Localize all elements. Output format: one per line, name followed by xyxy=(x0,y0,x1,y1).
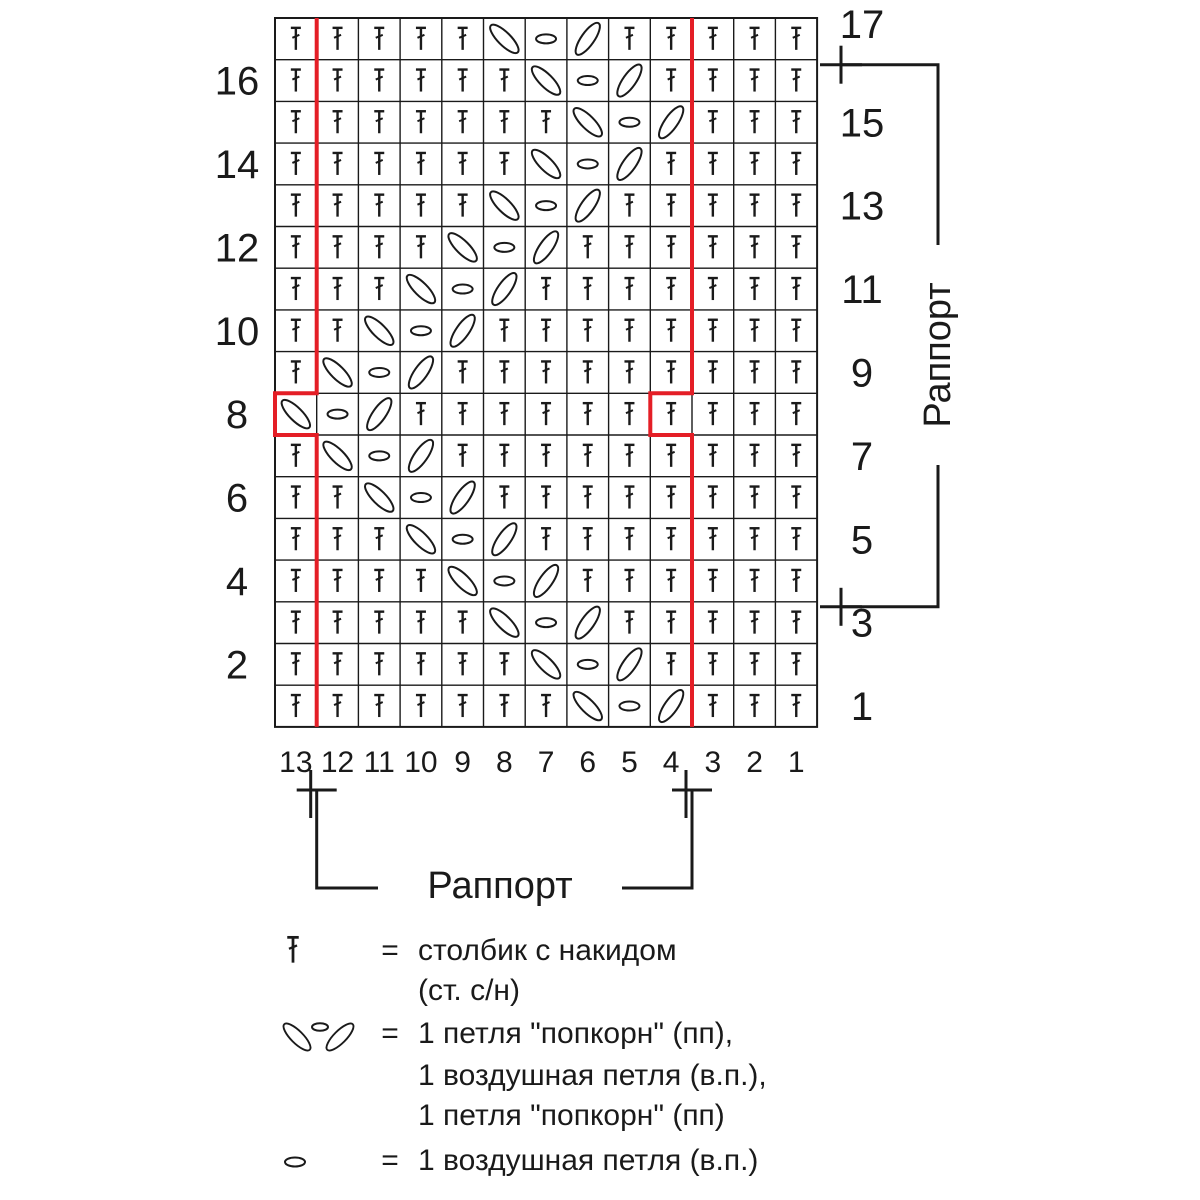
treble-crochet-symbol xyxy=(750,612,760,634)
treble-crochet-symbol xyxy=(374,195,384,217)
treble-crochet-symbol xyxy=(624,612,634,634)
treble-crochet-symbol xyxy=(499,70,509,92)
treble-crochet-symbol xyxy=(374,28,384,50)
treble-crochet-symbol xyxy=(333,570,343,592)
treble-crochet-symbol xyxy=(624,528,634,550)
treble-crochet-symbol xyxy=(374,278,384,300)
chart-row-9 xyxy=(291,353,801,392)
treble-crochet-symbol xyxy=(499,445,509,467)
treble-crochet-symbol xyxy=(416,28,426,50)
stitch-symbols xyxy=(278,20,801,726)
row-label-right: 15 xyxy=(839,101,885,146)
treble-crochet-symbol xyxy=(541,403,551,425)
chart-row-12 xyxy=(291,228,801,267)
treble-crochet-symbol xyxy=(708,236,718,258)
treble-crochet-symbol xyxy=(333,487,343,509)
treble-crochet-symbol xyxy=(416,695,426,717)
row-label-right: 1 xyxy=(850,685,874,730)
popcorn-left-symbol xyxy=(361,480,397,516)
treble-crochet-symbol xyxy=(287,937,299,962)
treble-crochet-symbol xyxy=(708,653,718,675)
popcorn-right-symbol xyxy=(655,687,687,726)
treble-crochet-symbol xyxy=(291,445,301,467)
treble-crochet-symbol xyxy=(791,487,801,509)
treble-crochet-symbol xyxy=(458,612,468,634)
treble-crochet-symbol xyxy=(416,195,426,217)
treble-crochet-symbol xyxy=(666,361,676,383)
chart-row-10 xyxy=(291,311,801,350)
treble-crochet-symbol xyxy=(291,195,301,217)
treble-crochet-symbol xyxy=(666,487,676,509)
popcorn-right-symbol xyxy=(488,520,520,559)
popcorn-right-symbol xyxy=(613,645,645,684)
treble-crochet-symbol xyxy=(541,487,551,509)
treble-crochet-symbol xyxy=(791,320,801,342)
treble-crochet-symbol xyxy=(750,487,760,509)
popcorn-left-symbol xyxy=(278,396,314,432)
popcorn-right-symbol xyxy=(530,228,562,267)
treble-crochet-symbol xyxy=(416,612,426,634)
col-label: 11 xyxy=(363,746,395,779)
treble-crochet-symbol xyxy=(624,195,634,217)
col-label: 6 xyxy=(579,746,597,779)
popcorn-right-symbol xyxy=(572,603,604,642)
treble-crochet-symbol xyxy=(499,320,509,342)
popcorn-right-symbol xyxy=(613,145,645,184)
popcorn-left-symbol xyxy=(570,688,606,724)
popcorn-right-symbol xyxy=(613,61,645,100)
treble-crochet-symbol xyxy=(791,70,801,92)
col-label: 9 xyxy=(454,746,471,779)
chain-stitch-symbol xyxy=(285,1158,305,1167)
popcorn-left-symbol xyxy=(280,1020,314,1054)
treble-crochet-symbol xyxy=(291,70,301,92)
chart-row-11 xyxy=(291,270,801,309)
popcorn-left-symbol xyxy=(570,104,606,140)
treble-crochet-symbol xyxy=(624,320,634,342)
col-label: 5 xyxy=(621,746,638,779)
treble-crochet-symbol xyxy=(374,612,384,634)
chart-row-2 xyxy=(291,645,801,684)
col-label: 3 xyxy=(704,746,722,779)
popcorn-left-symbol xyxy=(320,354,356,390)
treble-crochet-symbol xyxy=(499,653,509,675)
legend-description: 1 петля "попкорн" (пп) xyxy=(418,1099,725,1132)
treble-crochet-symbol xyxy=(374,70,384,92)
rapport-label-horizontal: Раппорт xyxy=(427,865,573,907)
treble-crochet-symbol xyxy=(791,111,801,133)
chain-stitch-symbol xyxy=(494,243,514,252)
chart-row-6 xyxy=(291,478,801,517)
legend-description: 1 воздушная петля (в.п.), xyxy=(418,1059,767,1092)
chart-row-13 xyxy=(291,186,801,225)
popcorn-left-symbol xyxy=(361,313,397,349)
row-label-left: 2 xyxy=(225,643,249,688)
treble-crochet-symbol xyxy=(791,695,801,717)
col-label: 13 xyxy=(279,746,313,779)
chain-stitch-symbol xyxy=(494,576,514,585)
popcorn-right-symbol xyxy=(488,270,520,309)
treble-crochet-symbol xyxy=(541,111,551,133)
treble-crochet-symbol xyxy=(624,236,634,258)
treble-crochet-symbol xyxy=(708,528,718,550)
chain-stitch-symbol xyxy=(411,493,431,502)
treble-crochet-symbol xyxy=(416,570,426,592)
treble-crochet-symbol xyxy=(624,445,634,467)
treble-crochet-symbol xyxy=(333,320,343,342)
popcorn-right-symbol xyxy=(446,478,478,517)
treble-crochet-symbol xyxy=(416,70,426,92)
treble-crochet-symbol xyxy=(791,653,801,675)
popcorn-left-symbol xyxy=(320,438,356,474)
treble-crochet-symbol xyxy=(708,612,718,634)
treble-crochet-symbol xyxy=(541,361,551,383)
legend-equals: = xyxy=(381,1144,399,1177)
col-label: 4 xyxy=(662,746,680,779)
treble-crochet-symbol xyxy=(666,403,676,425)
treble-crochet-symbol xyxy=(583,361,593,383)
col-label: 2 xyxy=(746,746,763,779)
treble-crochet-symbol xyxy=(750,28,760,50)
treble-crochet-symbol xyxy=(458,28,468,50)
treble-crochet-symbol xyxy=(624,487,634,509)
treble-crochet-symbol xyxy=(791,528,801,550)
treble-crochet-symbol xyxy=(541,320,551,342)
popcorn-left-symbol xyxy=(528,63,564,99)
treble-crochet-symbol xyxy=(333,528,343,550)
legend-description: 1 воздушная петля (в.п.) xyxy=(418,1144,759,1177)
treble-crochet-symbol xyxy=(458,445,468,467)
legend-description: 1 петля "попкорн" (пп), xyxy=(418,1017,734,1050)
rapport-bracket-line xyxy=(622,790,692,888)
chain-stitch-symbol xyxy=(578,660,598,669)
treble-crochet-symbol xyxy=(291,28,301,50)
row-label-left: 6 xyxy=(225,476,249,521)
chain-stitch-symbol xyxy=(453,535,473,544)
treble-crochet-symbol xyxy=(374,695,384,717)
treble-crochet-symbol xyxy=(583,487,593,509)
popcorn-left-symbol xyxy=(445,563,481,599)
chart-row-15 xyxy=(291,103,801,142)
treble-crochet-symbol xyxy=(583,236,593,258)
col-label: 1 xyxy=(787,746,805,779)
treble-crochet-symbol xyxy=(791,570,801,592)
popcorn-left-symbol xyxy=(528,646,564,682)
treble-crochet-symbol xyxy=(750,653,760,675)
legend-equals: = xyxy=(381,934,399,967)
treble-crochet-symbol xyxy=(750,445,760,467)
legend-equals: = xyxy=(381,1017,399,1050)
treble-crochet-symbol xyxy=(708,28,718,50)
legend-item xyxy=(285,1144,758,1177)
treble-crochet-symbol xyxy=(791,612,801,634)
chart-row-16 xyxy=(291,61,801,100)
treble-crochet-symbol xyxy=(291,236,301,258)
treble-crochet-symbol xyxy=(666,153,676,175)
popcorn-left-symbol xyxy=(403,521,439,557)
treble-crochet-symbol xyxy=(291,320,301,342)
treble-crochet-symbol xyxy=(750,528,760,550)
treble-crochet-symbol xyxy=(374,153,384,175)
popcorn-right-symbol xyxy=(572,20,604,59)
row-label-right: 11 xyxy=(841,268,883,313)
treble-crochet-symbol xyxy=(708,445,718,467)
treble-crochet-symbol xyxy=(708,195,718,217)
treble-crochet-symbol xyxy=(458,695,468,717)
popcorn-left-symbol xyxy=(486,21,522,57)
chain-stitch-symbol xyxy=(369,451,389,460)
chain-stitch-symbol xyxy=(328,410,348,419)
row-label-right: 3 xyxy=(850,601,874,646)
row-label-left: 14 xyxy=(214,142,260,187)
treble-crochet-symbol xyxy=(708,70,718,92)
treble-crochet-symbol xyxy=(458,653,468,675)
popcorn-right-symbol xyxy=(655,103,687,142)
legend-description: столбик с накидом xyxy=(418,934,677,967)
treble-crochet-symbol xyxy=(624,570,634,592)
chart-row-7 xyxy=(291,437,801,476)
treble-crochet-symbol xyxy=(791,195,801,217)
row-label-right: 9 xyxy=(850,351,874,396)
treble-crochet-symbol xyxy=(541,278,551,300)
treble-crochet-symbol xyxy=(750,403,760,425)
treble-crochet-symbol xyxy=(458,153,468,175)
treble-crochet-symbol xyxy=(374,111,384,133)
treble-crochet-symbol xyxy=(583,320,593,342)
chain-stitch-symbol xyxy=(312,1023,328,1031)
treble-crochet-symbol xyxy=(416,403,426,425)
chain-stitch-symbol xyxy=(536,201,556,210)
treble-crochet-symbol xyxy=(583,570,593,592)
chain-stitch-symbol xyxy=(578,76,598,85)
treble-crochet-symbol xyxy=(666,653,676,675)
treble-crochet-symbol xyxy=(374,528,384,550)
popcorn-group-symbol xyxy=(280,1020,357,1054)
treble-crochet-symbol xyxy=(666,236,676,258)
treble-crochet-symbol xyxy=(458,403,468,425)
treble-crochet-symbol xyxy=(666,528,676,550)
popcorn-right-symbol xyxy=(446,311,478,350)
treble-crochet-symbol xyxy=(333,653,343,675)
rapport-bracket-line xyxy=(317,790,378,888)
treble-crochet-symbol xyxy=(499,153,509,175)
treble-crochet-symbol xyxy=(333,695,343,717)
treble-crochet-symbol xyxy=(416,111,426,133)
treble-crochet-symbol xyxy=(583,445,593,467)
popcorn-left-symbol xyxy=(528,146,564,182)
treble-crochet-symbol xyxy=(291,528,301,550)
treble-crochet-symbol xyxy=(416,653,426,675)
chain-stitch-symbol xyxy=(619,118,639,127)
treble-crochet-symbol xyxy=(416,153,426,175)
row-label-right: 5 xyxy=(850,518,874,563)
chain-stitch-symbol xyxy=(536,618,556,627)
treble-crochet-symbol xyxy=(750,361,760,383)
treble-crochet-symbol xyxy=(333,236,343,258)
col-label: 8 xyxy=(496,746,513,779)
treble-crochet-symbol xyxy=(708,570,718,592)
chart-row-3 xyxy=(291,603,801,642)
col-label: 7 xyxy=(537,746,555,779)
treble-crochet-symbol xyxy=(291,653,301,675)
treble-crochet-symbol xyxy=(333,28,343,50)
treble-crochet-symbol xyxy=(791,236,801,258)
treble-crochet-symbol xyxy=(458,195,468,217)
treble-crochet-symbol xyxy=(708,320,718,342)
treble-crochet-symbol xyxy=(333,195,343,217)
treble-crochet-symbol xyxy=(291,487,301,509)
treble-crochet-symbol xyxy=(291,695,301,717)
row-label-left: 16 xyxy=(214,59,260,104)
treble-crochet-symbol xyxy=(333,278,343,300)
treble-crochet-symbol xyxy=(374,236,384,258)
treble-crochet-symbol xyxy=(750,153,760,175)
row-label-right: 7 xyxy=(850,434,874,479)
treble-crochet-symbol xyxy=(499,487,509,509)
col-label: 10 xyxy=(404,746,438,779)
treble-crochet-symbol xyxy=(666,278,676,300)
row-label-left: 12 xyxy=(214,226,260,271)
popcorn-left-symbol xyxy=(403,271,439,307)
chart-row-17 xyxy=(291,20,801,59)
treble-crochet-symbol xyxy=(791,28,801,50)
treble-crochet-symbol xyxy=(499,403,509,425)
treble-crochet-symbol xyxy=(291,570,301,592)
popcorn-right-symbol xyxy=(530,562,562,601)
popcorn-left-symbol xyxy=(445,229,481,265)
popcorn-right-symbol xyxy=(405,353,437,392)
treble-crochet-symbol xyxy=(583,528,593,550)
treble-crochet-symbol xyxy=(708,695,718,717)
col-label: 12 xyxy=(320,746,355,779)
chart-row-14 xyxy=(291,145,801,184)
treble-crochet-symbol xyxy=(541,445,551,467)
treble-crochet-symbol xyxy=(416,236,426,258)
treble-crochet-symbol xyxy=(708,403,718,425)
treble-crochet-symbol xyxy=(624,403,634,425)
treble-crochet-symbol xyxy=(708,487,718,509)
treble-crochet-symbol xyxy=(708,278,718,300)
legend-item xyxy=(280,1017,767,1132)
row-label-right: 17 xyxy=(839,3,885,47)
treble-crochet-symbol xyxy=(333,70,343,92)
treble-crochet-symbol xyxy=(666,612,676,634)
treble-crochet-symbol xyxy=(666,445,676,467)
row-label-left: 4 xyxy=(225,559,249,604)
legend-item xyxy=(287,934,676,1007)
treble-crochet-symbol xyxy=(499,695,509,717)
legend-description: (ст. с/н) xyxy=(418,974,520,1007)
treble-crochet-symbol xyxy=(333,153,343,175)
treble-crochet-symbol xyxy=(708,361,718,383)
treble-crochet-symbol xyxy=(583,278,593,300)
treble-crochet-symbol xyxy=(624,278,634,300)
treble-crochet-symbol xyxy=(666,195,676,217)
popcorn-right-symbol xyxy=(363,395,395,434)
popcorn-left-symbol xyxy=(486,188,522,224)
chain-stitch-symbol xyxy=(619,702,639,711)
treble-crochet-symbol xyxy=(374,570,384,592)
popcorn-right-symbol xyxy=(405,437,437,476)
treble-crochet-symbol xyxy=(291,153,301,175)
row-label-left: 8 xyxy=(225,393,249,438)
legend xyxy=(280,934,767,1177)
treble-crochet-symbol xyxy=(708,111,718,133)
chain-stitch-symbol xyxy=(536,34,556,43)
treble-crochet-symbol xyxy=(666,28,676,50)
chain-stitch-symbol xyxy=(578,159,598,168)
treble-crochet-symbol xyxy=(541,528,551,550)
treble-crochet-symbol xyxy=(750,320,760,342)
treble-crochet-symbol xyxy=(541,695,551,717)
treble-crochet-symbol xyxy=(666,570,676,592)
treble-crochet-symbol xyxy=(499,361,509,383)
treble-crochet-symbol xyxy=(624,28,634,50)
treble-crochet-symbol xyxy=(708,153,718,175)
popcorn-right-symbol xyxy=(572,186,604,225)
treble-crochet-symbol xyxy=(291,111,301,133)
rapport-bracket-horizontal xyxy=(297,770,712,907)
row-label-left: 10 xyxy=(214,309,260,354)
treble-crochet-symbol xyxy=(374,653,384,675)
treble-crochet-symbol xyxy=(750,195,760,217)
treble-crochet-symbol xyxy=(791,445,801,467)
treble-crochet-symbol xyxy=(458,111,468,133)
row-label-right: 13 xyxy=(839,184,885,229)
treble-crochet-symbol xyxy=(291,612,301,634)
treble-crochet-symbol xyxy=(458,361,468,383)
treble-crochet-symbol xyxy=(624,361,634,383)
treble-crochet-symbol xyxy=(791,403,801,425)
chart-row-8 xyxy=(278,395,801,434)
treble-crochet-symbol xyxy=(750,278,760,300)
treble-crochet-symbol xyxy=(458,70,468,92)
treble-crochet-symbol xyxy=(750,70,760,92)
treble-crochet-symbol xyxy=(666,70,676,92)
treble-crochet-symbol xyxy=(291,361,301,383)
chain-stitch-symbol xyxy=(411,326,431,335)
rapport-label-vertical: Раппорт xyxy=(917,282,959,428)
treble-crochet-symbol xyxy=(583,403,593,425)
treble-crochet-symbol xyxy=(791,278,801,300)
treble-crochet-symbol xyxy=(750,695,760,717)
treble-crochet-symbol xyxy=(750,111,760,133)
treble-crochet-symbol xyxy=(333,111,343,133)
treble-crochet-symbol xyxy=(750,570,760,592)
treble-crochet-symbol xyxy=(666,320,676,342)
treble-crochet-symbol xyxy=(499,111,509,133)
chart-row-4 xyxy=(291,562,801,601)
treble-crochet-symbol xyxy=(791,153,801,175)
chain-stitch-symbol xyxy=(369,368,389,377)
treble-crochet-symbol xyxy=(791,361,801,383)
treble-crochet-symbol xyxy=(291,278,301,300)
chart-row-5 xyxy=(291,520,801,559)
popcorn-left-symbol xyxy=(486,605,522,641)
treble-crochet-symbol xyxy=(333,612,343,634)
chart-row-1 xyxy=(291,687,801,726)
chain-stitch-symbol xyxy=(453,285,473,294)
treble-crochet-symbol xyxy=(750,236,760,258)
